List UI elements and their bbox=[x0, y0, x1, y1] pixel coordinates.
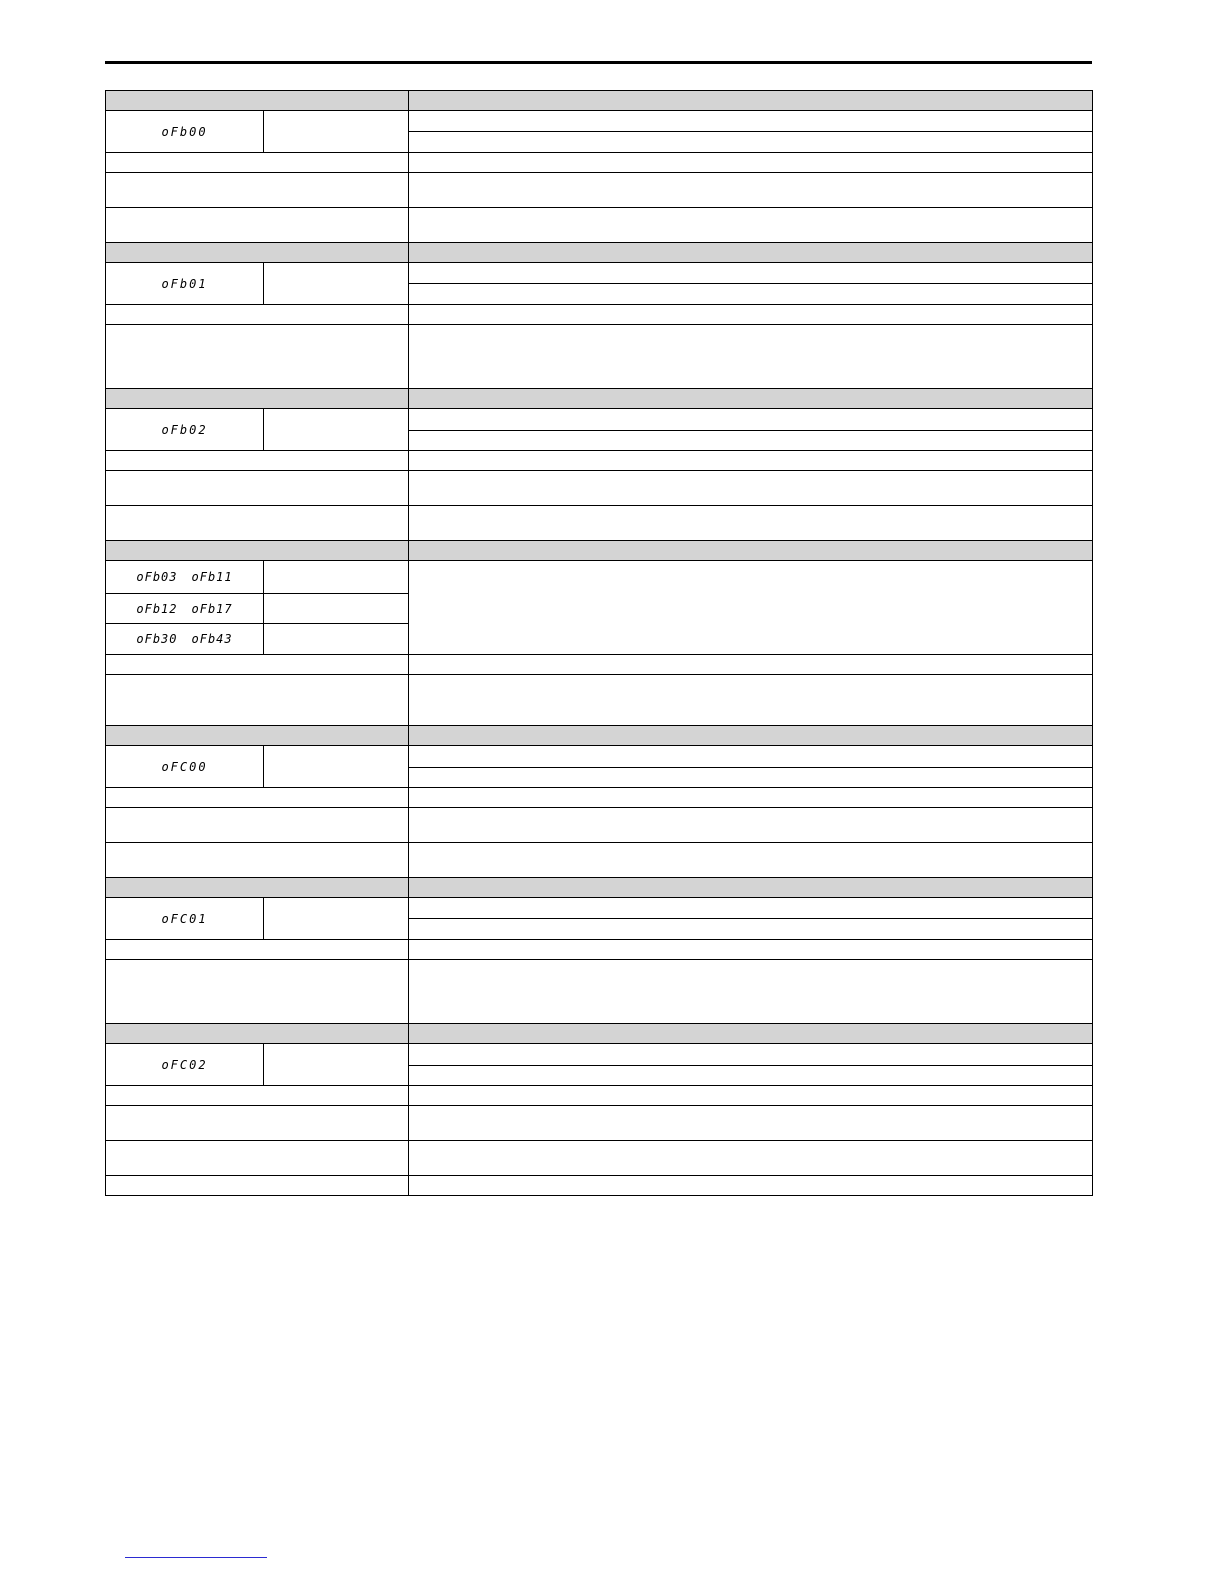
fault-code-range bbox=[106, 594, 264, 624]
fault-code-start: oFb30 bbox=[136, 632, 178, 646]
fault-code-display: oFb00 bbox=[106, 111, 264, 153]
section-header bbox=[106, 389, 1093, 409]
fault-code-start: oFb03 bbox=[136, 570, 178, 584]
fault-code-display: oFC00 bbox=[106, 746, 264, 788]
fault-code-end: oFb43 bbox=[191, 632, 233, 646]
fault-code-display: oFb02 bbox=[106, 409, 264, 451]
footer-link-underline[interactable] bbox=[125, 1557, 267, 1558]
fault-code-range bbox=[106, 624, 264, 655]
section-header bbox=[106, 1024, 1093, 1044]
section-header bbox=[106, 243, 1093, 263]
fault-code-display: oFb01 bbox=[106, 263, 264, 305]
fault-table bbox=[105, 90, 1093, 1196]
fault-code-end: oFb11 bbox=[191, 570, 233, 584]
fault-code-range bbox=[106, 561, 264, 594]
section-header bbox=[106, 878, 1093, 898]
fault-code-display: oFC01 bbox=[106, 898, 264, 940]
section-header bbox=[106, 541, 1093, 561]
section-header bbox=[106, 91, 1093, 111]
fault-code-display: oFC02 bbox=[106, 1044, 264, 1086]
fault-code-start: oFb12 bbox=[136, 601, 178, 616]
header-rule bbox=[105, 61, 1092, 64]
fault-code-end: oFb17 bbox=[191, 601, 233, 616]
section-header bbox=[106, 726, 1093, 746]
